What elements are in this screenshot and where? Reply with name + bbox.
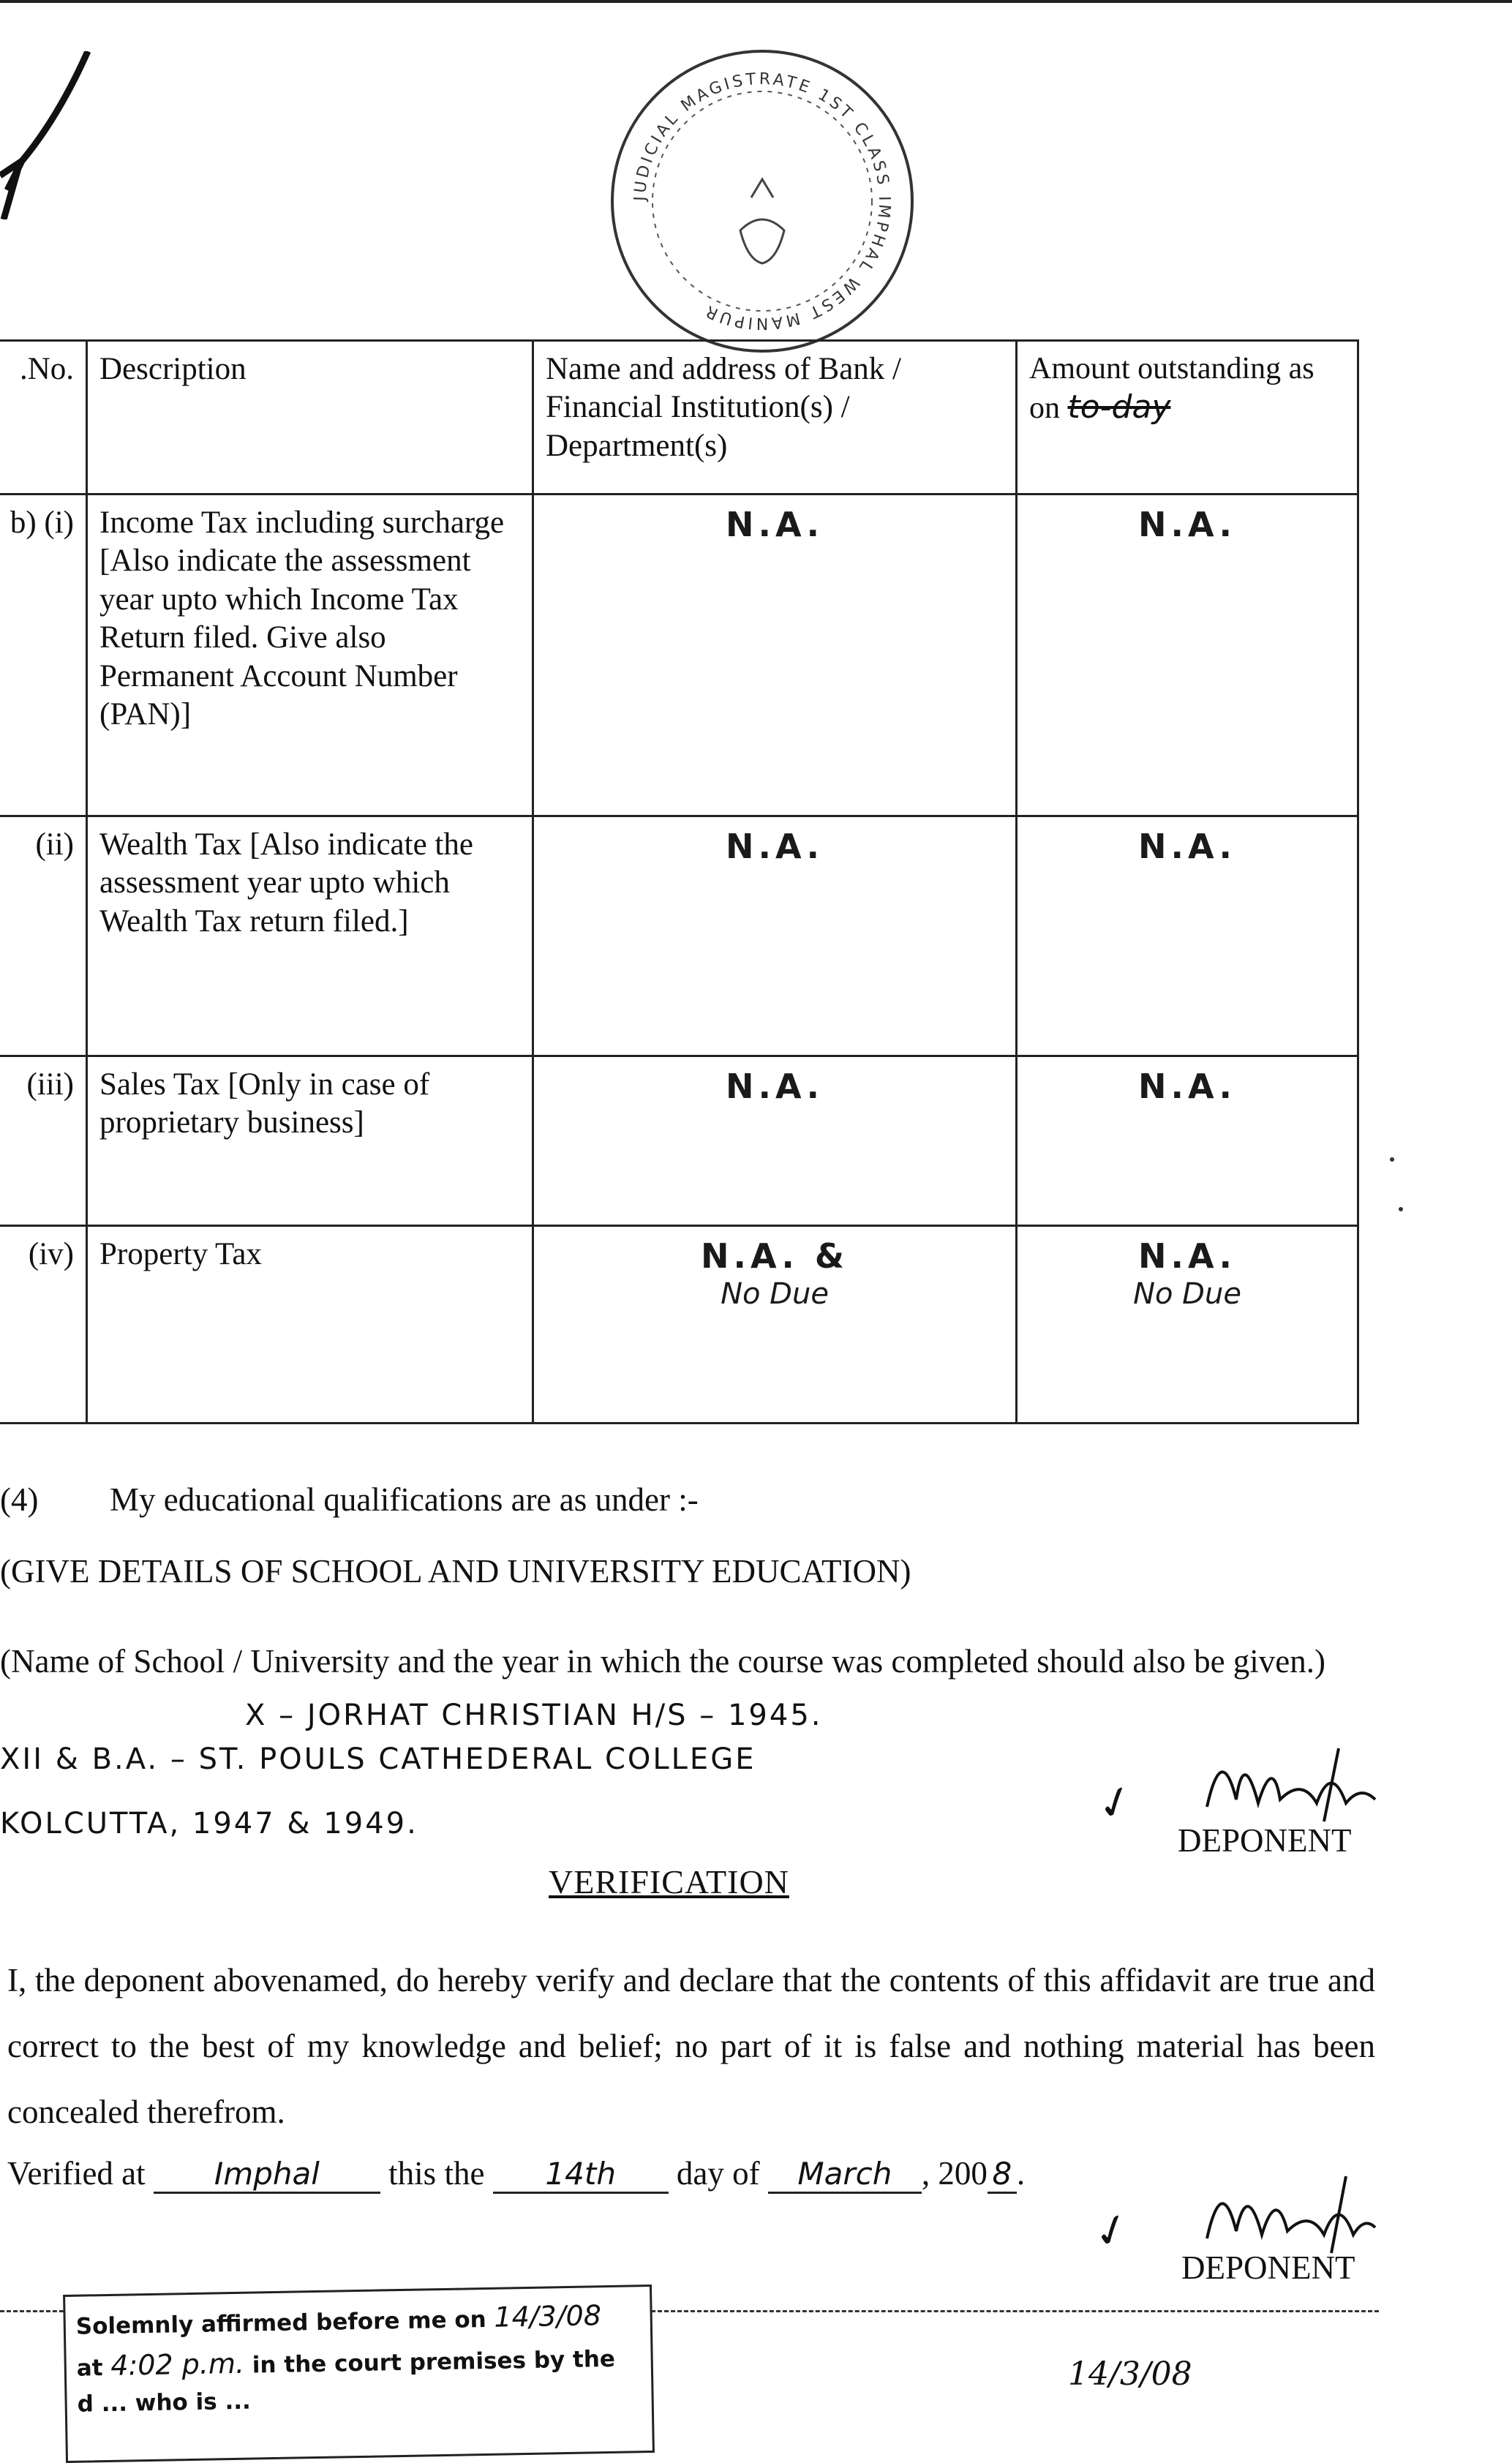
header-bank: Name and address of Bank / Financial Institution(s) / Department(s) (533, 341, 1017, 495)
row-sno: (ii) (0, 816, 87, 1056)
verified-month: March (768, 2156, 922, 2194)
header-amount (1017, 341, 1358, 495)
row-sno: b) (i) (0, 495, 87, 816)
header-amount-date: to-day (1067, 388, 1171, 426)
education-line-1: X – JORHAT CHRISTIAN H/S – 1945. (245, 1699, 823, 1732)
header-sno: .No. (0, 341, 87, 495)
stamp-at-label: at (76, 2355, 103, 2382)
seal-text: JUDICIAL MAGISTRATE 1ST CLASS IMPHAL WEST MANIPUR (631, 69, 894, 333)
initials-date: 14/3/08 (1068, 2355, 1192, 2393)
verified-place: Imphal (154, 2156, 380, 2194)
table-row (0, 1056, 1358, 1226)
stray-mark (1399, 1207, 1403, 1211)
row-bank (533, 1226, 1017, 1424)
row-description: Wealth Tax [Also indicate the assessment year upto which Wealth Tax return filed.] (87, 816, 533, 1056)
deponent-signature-1 (1192, 1734, 1383, 1829)
verified-year: 8 (988, 2156, 1017, 2194)
row-amount: N.A. (1017, 495, 1358, 816)
stray-mark (1390, 1157, 1394, 1162)
section-number: (4) (0, 1481, 39, 1518)
table-row (0, 1226, 1358, 1424)
row-sno: (iv) (0, 1226, 87, 1424)
top-border-line (0, 0, 1512, 3)
row-sno: (iii) (0, 1056, 87, 1226)
year-end: . (1016, 2155, 1026, 2192)
row-amount (1017, 1226, 1358, 1424)
row-bank-line2: No Due (721, 1277, 829, 1312)
year-prefix: , 200 (921, 2155, 988, 2192)
table-row (0, 816, 1358, 1056)
svg-text:JUDICIAL MAGISTRATE 1ST CLASS (631, 70, 893, 332)
education-instruction: (Name of School / University and the year in which the course was completed should also be given.) (0, 1643, 1326, 1680)
row-bank: N.A. (533, 495, 1017, 816)
education-heading: (GIVE DETAILS OF SCHOOL AND UNIVERSITY EDUCATION) (0, 1553, 911, 1590)
row-bank-line1: N.A. & (700, 1236, 849, 1276)
row-amount: N.A. (1017, 816, 1358, 1056)
verified-day: 14th (493, 2156, 669, 2194)
deponent-signature-2 (1192, 2158, 1383, 2260)
table-row (0, 495, 1358, 816)
education-intro: My educational qualifications are as under :- (110, 1481, 699, 1518)
tick-mark-icon: ✓ (1090, 1772, 1141, 1834)
header-description: Description (87, 341, 533, 495)
verified-at-label: Verified at (7, 2155, 146, 2192)
tax-liabilities-table (0, 339, 1359, 1424)
verification-line (7, 2154, 1025, 2194)
stamp-line-1-text: Solemnly affirmed before me on (75, 2306, 487, 2340)
tick-mark-icon: ✓ (1086, 2200, 1137, 2262)
deponent-label: DEPONENT (1181, 2249, 1355, 2286)
pen-mark (0, 51, 102, 219)
row-bank: N.A. (533, 816, 1017, 1056)
stamp-date: 14/3/08 (494, 2299, 602, 2334)
row-amount: N.A. (1017, 1056, 1358, 1226)
magistrate-initials-date (1068, 2355, 1192, 2393)
table-header-row (0, 341, 1358, 495)
row-description: Income Tax including surcharge [Also indicate the assessment year upto which Income Tax Return filed. Give also Permanent Account Number (PAN)] (87, 495, 533, 816)
stamp-line-2-text: in the court premises by the (252, 2345, 616, 2379)
affirmation-stamp (63, 2285, 655, 2463)
education-line-3: KOLCUTTA, 1947 & 1949. (0, 1807, 418, 1840)
verification-body: I, the deponent abovenamed, do hereby verify and declare that the contents of this affidavit are true and correct to the best of my knowledge and belief; no part of it is false and nothing material has been concealed therefrom. (7, 1962, 1375, 2130)
stamp-time: 4:02 p.m. (110, 2347, 245, 2382)
row-bank: N.A. (533, 1056, 1017, 1226)
row-description: Sales Tax [Only in case of proprietary business] (87, 1056, 533, 1226)
education-line-2: XII & B.A. – ST. POULS CATHEDERAL COLLEGE (0, 1742, 756, 1776)
row-amount-line2: No Due (1133, 1277, 1241, 1312)
day-of-label: day of (676, 2155, 760, 2192)
court-seal (594, 40, 930, 362)
row-amount-line1: N.A. (1138, 1236, 1236, 1276)
verification-title: VERIFICATION (549, 1863, 789, 1900)
this-the-label: this the (388, 2155, 485, 2192)
stamp-line-3: d ... who is ... (77, 2388, 252, 2418)
header-amount-prefix: Amount outstanding as on (1029, 352, 1314, 426)
row-description: Property Tax (87, 1226, 533, 1424)
deponent-label: DEPONENT (1178, 1822, 1352, 1859)
